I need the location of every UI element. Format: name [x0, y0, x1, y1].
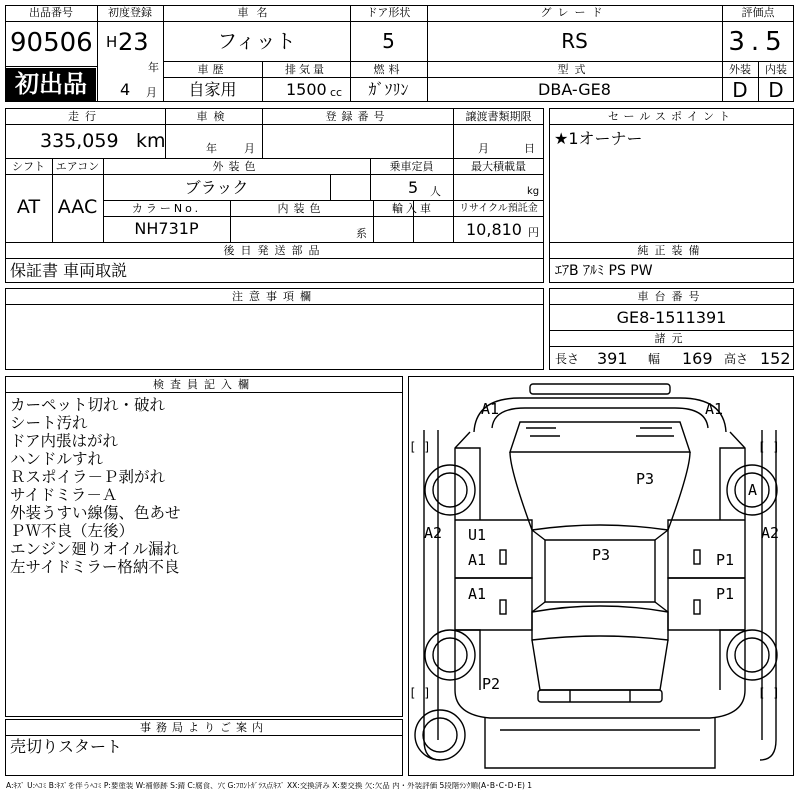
first-registration-era: H	[106, 33, 118, 51]
front-bumper-outline	[530, 384, 670, 394]
chassis-number: GE8-1511391	[616, 308, 727, 327]
interior-grade-label: 内装	[765, 63, 787, 76]
month-unit: 月	[146, 86, 157, 99]
inspector-note: ドア内張はがれ	[10, 432, 119, 450]
exterior-grade: D	[732, 78, 748, 102]
displacement-unit: cc	[330, 86, 343, 99]
length-label: 長さ	[555, 352, 580, 366]
front-outline	[474, 398, 726, 432]
interior-color-unit: 系	[356, 227, 367, 240]
inspector-note: Ｒスポイラ－Ｐ剥がれ	[10, 468, 166, 486]
aircon: AAC	[57, 196, 98, 218]
history-label: 車歴	[197, 63, 228, 76]
caution-label: 注意事項欄	[232, 290, 317, 303]
inspector-note: エンジン廻りオイル漏れ	[10, 540, 179, 558]
left-rear-door-outline	[455, 578, 532, 630]
rear-window-outline	[532, 606, 668, 640]
damage-mark-right-fender: A2	[761, 524, 780, 542]
color-number-label: カラーNo.	[131, 202, 202, 215]
car-name: フィット	[217, 29, 296, 53]
sales-point: ★1オーナー	[554, 129, 643, 148]
history: 自家用	[188, 80, 237, 99]
windshield-outline	[510, 422, 690, 452]
later-parts: 保証書 車両取説	[10, 261, 128, 280]
damage-mark-left-rear-door: A1	[468, 585, 487, 603]
inspector-note: ハンドルすれ	[10, 450, 104, 468]
transfer-day-unit: 日	[524, 142, 535, 155]
first-listing-badge: 初出品	[6, 68, 96, 101]
first-registration-month: 4	[120, 80, 131, 99]
right-side-outline	[760, 430, 776, 760]
inspector-note: 左サイドミラー格納不良	[10, 558, 180, 576]
transfer-deadline-label: 譲渡書類期限	[465, 110, 532, 123]
damage-mark-right-front-door: P1	[716, 551, 735, 569]
inspection-label: 車検	[196, 110, 231, 123]
color-number: NH731P	[134, 219, 199, 238]
inspector-note: 外装うすい線傷、色あせ	[10, 504, 181, 522]
mileage-unit: km	[136, 130, 166, 152]
first-registration-label: 初度登録	[108, 6, 152, 19]
model-code: DBA-GE8	[538, 80, 611, 99]
exterior-grade-label: 外装	[729, 63, 751, 76]
bracket-left-bottom: [ ]	[409, 686, 431, 700]
lot-number: 90506	[10, 28, 93, 58]
recycle-fee: 10,810	[466, 220, 522, 239]
damage-mark-left-front-door-a: A1	[468, 551, 487, 569]
right-front-door-outline	[668, 520, 745, 578]
length: 391	[597, 349, 628, 368]
shift-label: シフト	[12, 160, 45, 173]
sales-point-label: セールスポイント	[607, 110, 735, 123]
damage-mark-left-front-door-u: U1	[468, 526, 487, 544]
exterior-color-label: 外装色	[212, 160, 261, 173]
damage-mark-rear-left: P2	[482, 675, 501, 693]
mileage-label: 走行	[68, 110, 102, 123]
damage-mark-front-right-wheel: A	[748, 481, 758, 499]
damage-mark-right-rear-door: P1	[716, 585, 735, 603]
recycle-fee-unit: 円	[528, 226, 539, 239]
interior-color-label: 内装色	[277, 202, 326, 215]
first-registration-year: 23	[118, 28, 149, 56]
height-label: 高さ	[724, 352, 749, 366]
hood-outline	[510, 452, 690, 530]
width: 169	[682, 349, 713, 368]
equipment: ｴｱB ｱﾙﾐ PS PW	[555, 263, 653, 279]
chassis-number-label: 車台番号	[637, 290, 706, 303]
year-unit: 年	[148, 61, 159, 74]
transfer-month-unit: 月	[478, 142, 489, 155]
inspector-label: 検査員記入欄	[153, 378, 255, 391]
fuel: ｶﾞｿﾘﾝ	[368, 80, 409, 99]
later-parts-label: 後日発送部品	[223, 244, 326, 257]
registration-number-label: 登録番号	[325, 110, 390, 123]
interior-grade: D	[768, 78, 784, 102]
exterior-color: ブラック	[184, 178, 249, 197]
height: 152	[760, 349, 791, 368]
inspection-year-unit: 年	[206, 142, 217, 155]
grade: RS	[561, 29, 588, 53]
office-label: 事務局よりご案内	[140, 721, 268, 734]
capacity-label: 乗車定員	[389, 160, 434, 173]
office-message: 売切りスタート	[10, 737, 123, 756]
model-label: 型式	[557, 63, 592, 76]
bracket-right-bottom: [ ]	[758, 686, 780, 700]
width-label: 幅	[648, 352, 661, 366]
inspection-month-unit: 月	[244, 142, 255, 155]
left-front-door-outline	[455, 520, 532, 578]
grade-label: グレード	[540, 6, 609, 19]
capacity-unit: 人	[430, 185, 441, 198]
rear-bumper-outline	[538, 690, 662, 702]
max-load-unit: kg	[527, 186, 540, 197]
capacity: 5	[408, 178, 419, 197]
displacement: 1500	[286, 80, 327, 99]
car-name-label: 車名	[237, 6, 276, 19]
damage-mark-left-fender: A2	[424, 524, 443, 542]
inspector-note: ＰＷ不良（左後）	[10, 522, 135, 540]
score-label: 評価点	[741, 6, 775, 19]
import-label: 輸入車	[392, 202, 434, 215]
inspector-note: カーペット切れ・破れ	[10, 396, 166, 414]
inspector-note: シート汚れ	[10, 414, 88, 432]
rear-hatch-outline	[532, 640, 668, 690]
max-load-label: 最大積載量	[471, 160, 526, 173]
fuel-label: 燃料	[373, 63, 404, 76]
bracket-left-top: [ ]	[409, 440, 431, 454]
displacement-label: 排気量	[285, 63, 327, 76]
bracket-right-top: [ ]	[758, 440, 780, 454]
damage-mark-front-right: A1	[705, 400, 724, 418]
equipment-label: 純正装備	[637, 244, 706, 257]
damage-mark-roof: P3	[592, 546, 611, 564]
damage-mark-front-left: A1	[481, 400, 500, 418]
lot-number-label: 出品番号	[29, 6, 73, 19]
recycle-fee-label: リサイクル預託金	[459, 203, 538, 214]
door-type-label: ドア形状	[366, 6, 411, 19]
damage-legend: A:ｷｽﾞ U:ﾍｺﾐ B:ｷｽﾞを伴うﾍｺﾐ P:要塗装 W:補修跡 S:錆 C:腐食、穴 G:ﾌﾛﾝﾄｶﾞﾗｽ点ｷｽﾞ XX:交換済み X:要交換 欠:欠品 内・外装評価 5段階ﾗﾝｸ順(A･B･C･D･E) 1	[6, 782, 533, 790]
door-count: 5	[382, 29, 395, 53]
overall-score: 3.5	[728, 27, 788, 57]
aircon-label: エアコン	[55, 160, 100, 173]
dimensions-label: 諸元	[654, 332, 689, 345]
shift: AT	[16, 196, 41, 218]
inspector-note: サイドミラ－Ａ	[10, 486, 118, 504]
damage-mark-hood: P3	[636, 470, 655, 488]
mileage: 335,059	[40, 130, 119, 152]
